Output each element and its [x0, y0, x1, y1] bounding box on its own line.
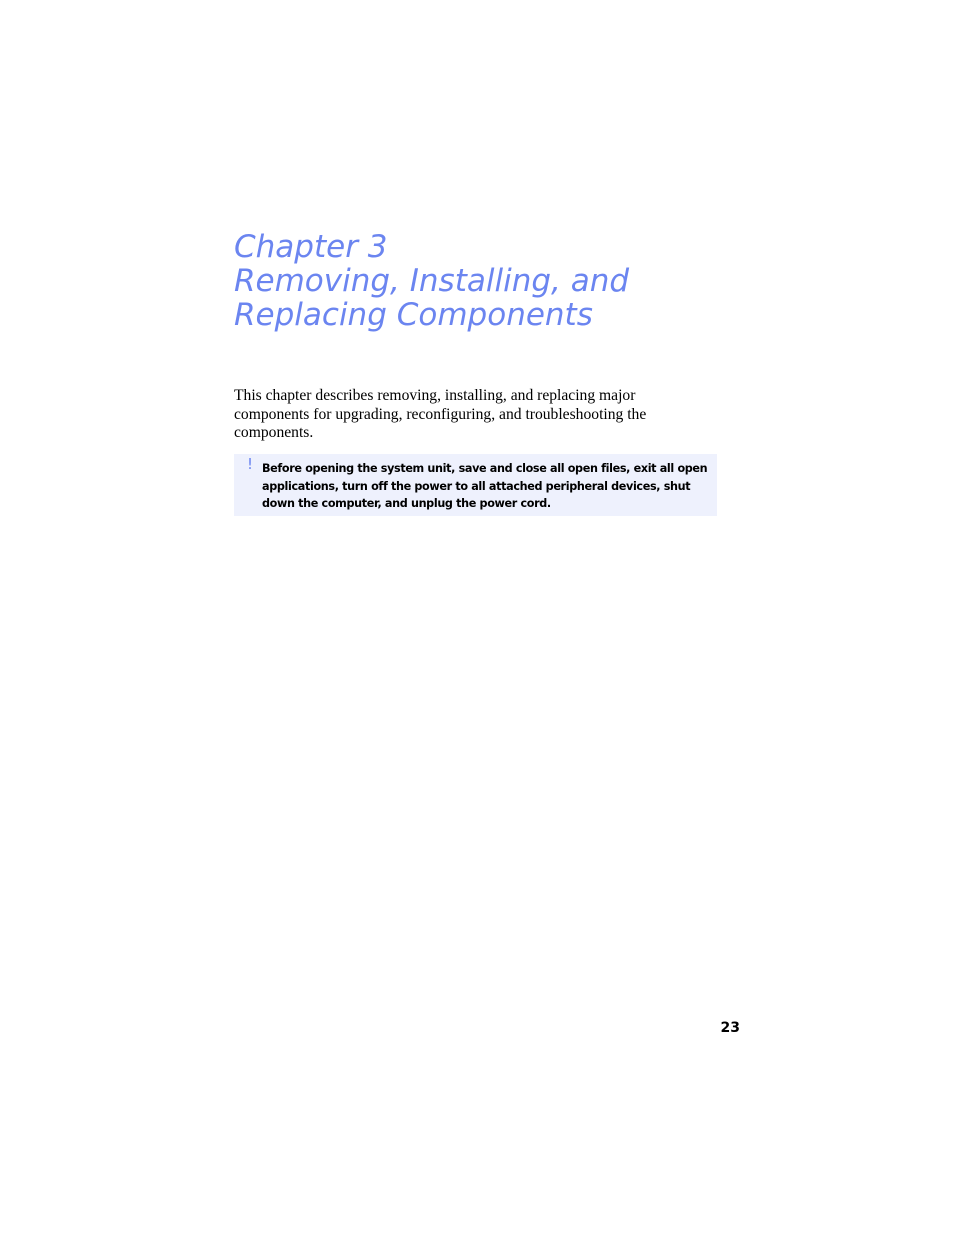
chapter-number: Chapter 3	[234, 229, 388, 265]
chapter-title-line-1: Removing, Installing, and	[234, 263, 630, 299]
caution-note-text: Before opening the system unit, save and close all open files, exit all open applications, turn off the power to all attached peripheral devices, shut down the computer, and unplug the power cord.	[262, 462, 708, 510]
caution-icon: !	[247, 455, 254, 473]
page-number: 23	[720, 1020, 740, 1036]
caution-note	[234, 454, 717, 516]
chapter-heading	[234, 230, 754, 332]
chapter-title-line-2: Replacing Components	[234, 297, 593, 333]
intro-paragraph: This chapter describes removing, installing, and replacing major components for upgrading, reconfiguring, and troubleshooting the components.	[234, 387, 647, 442]
